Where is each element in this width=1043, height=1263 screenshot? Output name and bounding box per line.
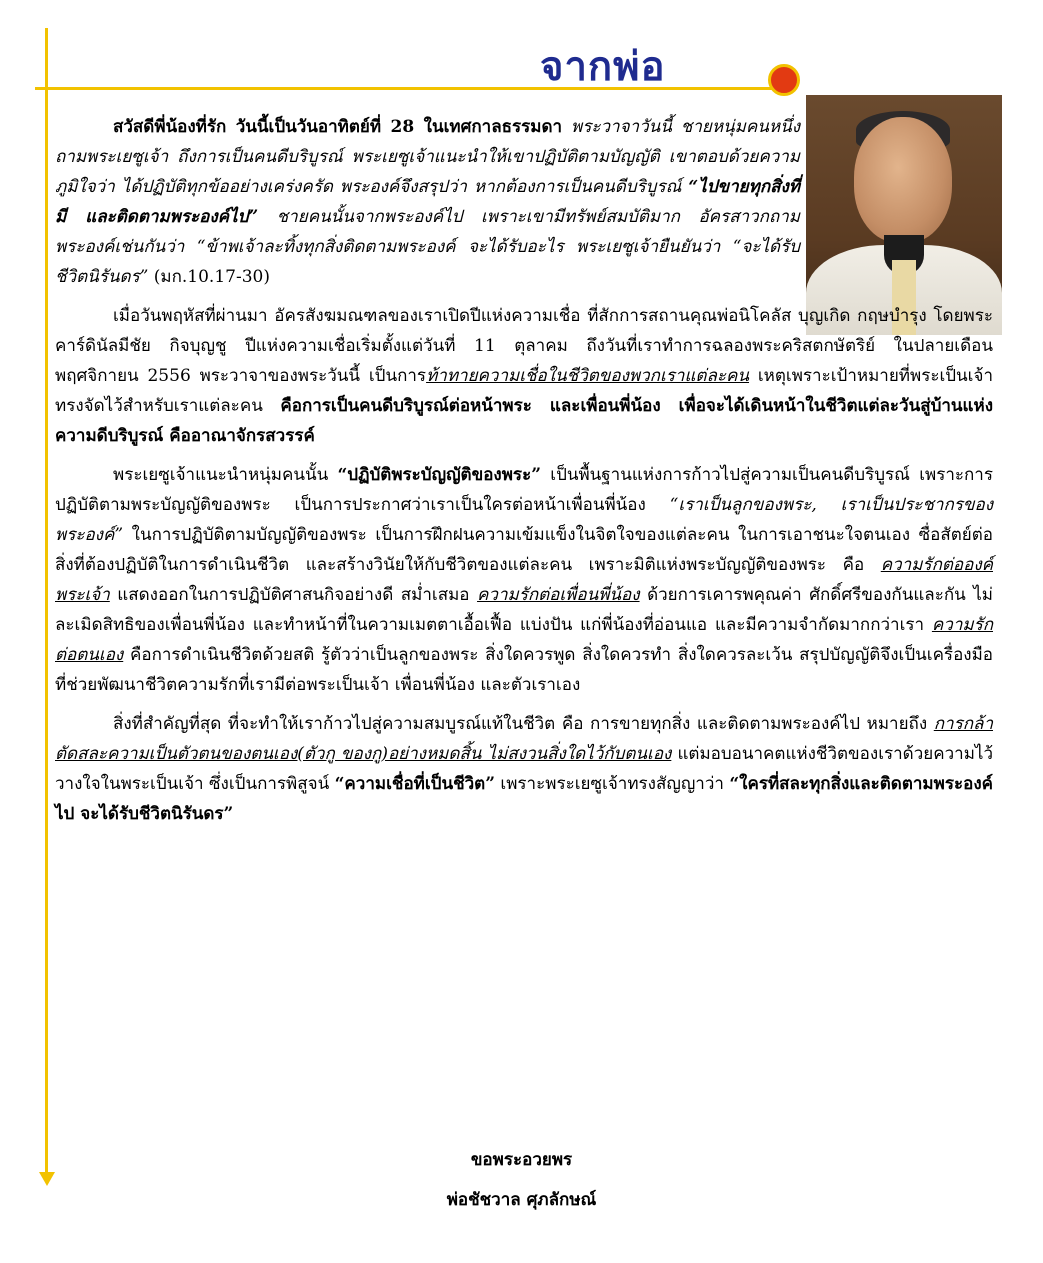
greeting: สวัสดีพี่น้องที่รัก วันนี้เป็นวันอาทิตย์ที่ 28 ในเทศกาลธรรมดา [113,117,563,137]
arrow-down-icon [39,1172,55,1186]
closing-blessing: ขอพระอวยพร [470,1150,573,1170]
frame-vertical-line [45,28,48,1176]
paragraph-2: เมื่อวันพฤหัสที่ผ่านมา อัครสังฆมณฑลของเราเปิดปีแห่งความเชื่อ ที่สักการสถานคุณพ่อนิโคลัส บุญเกิด กฤษบำรุง โดยพระคาร์ดินัลมีชัย กิจบุญชู ปีแห่งความเชื่อเริ่มตั้งแต่วันที่ 11 ตุลาคม ถึงวันที่เราทำการฉลองพระคริสตกษัตริย์ ในปลายเดือนพฤศจิกายน 2556 พระวาจาของพระวันนี้ เป็นการท้าทายความเชื่อในชีวิตของพวกเราแต่ละคน เหตุเพราะเป้าหมายที่พระเป็นเจ้าทรงจัดไว้สำหรับเราแต่ละคน คือการเป็นคนดีบริบูรณ์ต่อหน้าพระ และเพื่อนพี่น้อง เพื่อจะได้เดินหน้าในชีวิตแต่ละวันสู่บ้านแห่งความดีบริบูรณ์ คืออาณาจักรสวรรค์ [55,306,993,446]
paragraph-4: สิ่งที่สำคัญที่สุด ที่จะทำให้เราก้าวไปสู่ความสมบูรณ์แท้ในชีวิต คือ การขายทุกสิ่ง และติดตามพระองค์ไป หมายถึง การกล้าตัดสละความเป็นตัวตนของตนเอง(ตัวกู ของกู)อย่างหมดสิ้น ไม่สงวนสิ่งใดไว้กับตนเอง แต่มอบอนาคตแห่งชีวิตของเราด้วยความไว้วางใจในพระเป็นเจ้า ซึ่งเป็นการพิสูจน์ “ความเชื่อที่เป็นชีวิต” เพราะพระเยซูเจ้าทรงสัญญาว่า “ใครที่สละทุกสิ่งและติดตามพระองค์ไป จะได้รับชีวิตนิรันดร” [55,714,993,824]
scripture-reference: (มก.10.17-30) [148,267,270,287]
paragraph-1: สวัสดีพี่น้องที่รัก วันนี้เป็นวันอาทิตย์ที่ 28 ในเทศกาลธรรมดา พระวาจาวันนี้ ชายหนุ่มคนหนึ่งถามพระเยซูเจ้า ถึงการเป็นคนดีบริบูรณ์ พระเยซูเจ้าแนะนำให้เขาปฏิบัติตามบัญญัติ เขาตอบด้วยความภูมิใจว่า ได้ปฏิบัติทุกข้ออย่างเคร่งครัด พระองค์จึงสรุปว่า หากต้องการเป็นคนดีบริบูรณ์ “ไปขายทุกสิ่งที่มี และติดตามพระองค์ไป” ชายคนนั้นจากพระองค์ไป เพราะเขามีทรัพย์สมบัติมาก อัครสาวกถามพระองค์เช่นกันว่า “ข้าพเจ้าละทิ้งทุกสิ่งติดตามพระองค์ จะได้รับอะไร พระเยซูเจ้ายืนยันว่า “จะได้รับชีวิตนิรันดร” (มก.10.17-30) [55,117,800,287]
page-title: จากพ่อ [540,43,666,90]
signature: พ่อชัชวาล ศุภลักษณ์ [446,1190,597,1210]
red-circle-icon [768,64,800,96]
letter-body [55,112,993,829]
quote-sell-everything: “ไปขายทุกสิ่งที่มี และติดตามพระองค์ไป” [55,177,800,227]
paragraph-3: พระเยซูเจ้าแนะนำหนุ่มคนนั้น “ปฏิบัติพระบัญญัติของพระ” เป็นพื้นฐานแห่งการก้าวไปสู่ความเป็นคนดีบริบูรณ์ เพราะการปฏิบัติตามพระบัญญัติของพระ เป็นการประกาศว่าเราเป็นใครต่อหน้าเพื่อนพี่น้อง “เราเป็นลูกของพระ, เราเป็นประชากรของพระองค์” ในการปฏิบัติตามบัญญัติของพระ เป็นการฝึกฝนความเข้มแข็งในจิตใจของแต่ละคน ในการเอาชนะใจตนเอง ซื่อสัตย์ต่อสิ่งที่ต้องปฏิบัติในการดำเนินชีวิต และสร้างวินัยให้กับชีวิตของแต่ละคน เพราะมิติแห่งพระบัญญัติของพระ คือ ความรักต่อองค์พระเจ้า แสดงออกในการปฏิบัติศาสนกิจอย่างดี สม่ำเสมอ ความรักต่อเพื่อนพี่น้อง ด้วยการเคารพคุณค่า ศักดิ์ศรีของกันและกัน ไม่ละเมิดสิทธิของเพื่อนพี่น้อง และทำหน้าที่ในความเมตตาเอื้อเฟื้อ แบ่งปัน แก่พี่น้องที่อ่อนแอ และมีความจำกัดมากกว่าเรา ความรักต่อตนเอง คือการดำเนินชีวิตด้วยสติ รู้ตัวว่าเป็นลูกของพระ สิ่งใดควรพูด สิ่งใดควรทำ สิ่งใดควรละเว้น สรุปบัญญัติจึงเป็นเครื่องมือที่ช่วยพัฒนาชีวิตความรักที่เรามีต่อพระเป็นเจ้า เพื่อนพี่น้อง และตัวเราเอง [55,465,994,695]
frame-horizontal-line [35,87,785,90]
